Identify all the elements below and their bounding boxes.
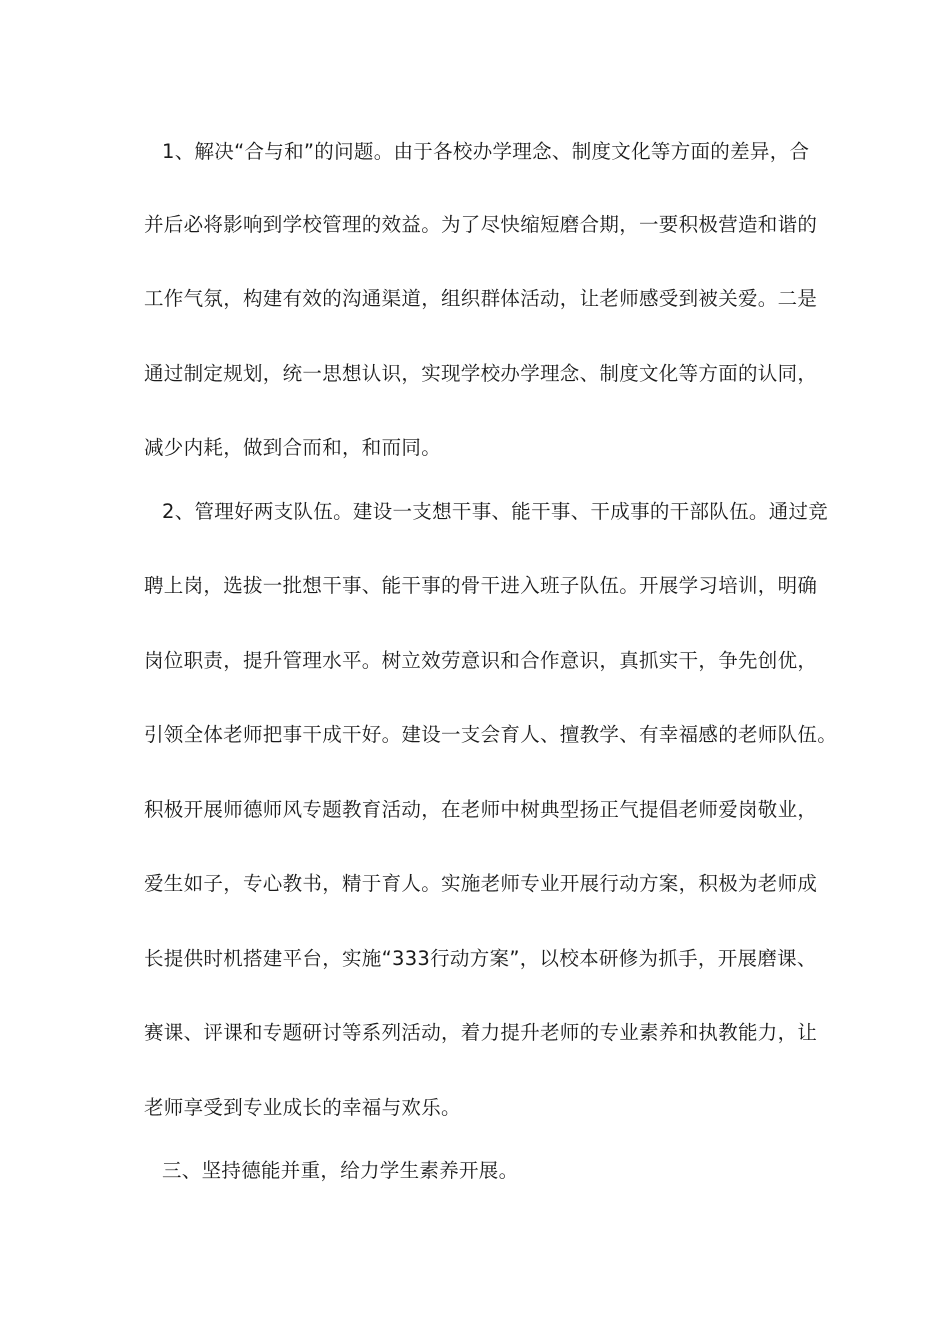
paragraph-2-line-6: 爱生如子，专心教书，精于育人。实施老师专业开展行动方案，积极为老师成 — [144, 872, 818, 895]
paragraph-2-line-8: 赛课、评课和专题研讨等系列活动，着力提升老师的专业素养和执教能力，让 — [144, 1021, 818, 1044]
paragraph-1-line-4: 通过制定规划，统一思想认识，实现学校办学理念、制度文化等方面的认同， — [144, 362, 818, 385]
paragraph-1-line-2: 并后必将影响到学校管理的效益。为了尽快缩短磨合期，一要积极营造和谐的 — [144, 213, 818, 236]
section-heading-three: 三、坚持德能并重，给力学生素养开展。 — [162, 1159, 519, 1182]
paragraph-2-line-4: 引领全体老师把事干成干好。建设一支会育人、擅教学、有幸福感的老师队伍。 — [144, 723, 838, 746]
paragraph-1-line-5: 减少内耗，做到合而和，和而同。 — [144, 436, 442, 459]
paragraph-2-line-5: 积极开展师德师风专题教育活动，在老师中树典型扬正气提倡老师爱岗敬业， — [144, 798, 818, 821]
paragraph-2-line-9: 老师享受到专业成长的幸福与欢乐。 — [144, 1096, 461, 1119]
paragraph-1-line-1: 1、解决“合与和”的问题。由于各校办学理念、制度文化等方面的差异，合 — [162, 140, 810, 163]
paragraph-2-line-3: 岗位职责，提升管理水平。树立效劳意识和合作意识，真抓实干，争先创优， — [144, 649, 818, 672]
paragraph-2-line-7: 长提供时机搭建平台，实施“333行动方案”，以校本研修为抓手，开展磨课、 — [144, 947, 817, 970]
paragraph-2-line-2: 聘上岗，选拔一批想干事、能干事的骨干进入班子队伍。开展学习培训，明确 — [144, 574, 818, 597]
paragraph-1-line-3: 工作气氛，构建有效的沟通渠道，组织群体活动，让老师感受到被关爱。二是 — [144, 287, 818, 310]
paragraph-2-line-1: 2、管理好两支队伍。建设一支想干事、能干事、干成事的干部队伍。通过竞 — [162, 500, 829, 523]
